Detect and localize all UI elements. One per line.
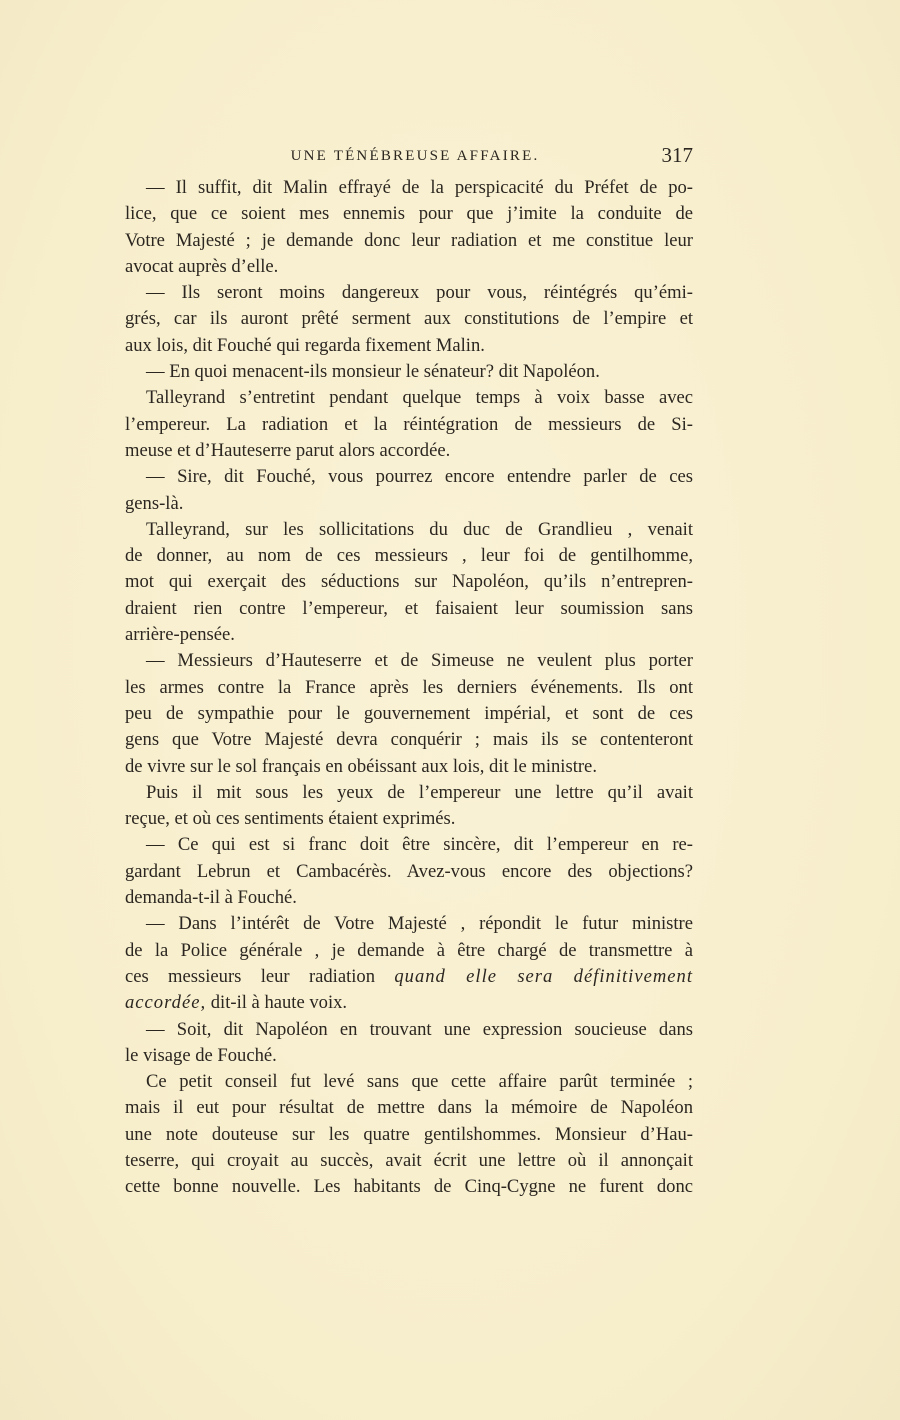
paragraph xyxy=(125,832,693,911)
text-line: grés, car ils auront prêté serment aux constitutions de l’empire et xyxy=(125,308,693,330)
text-line: de la Police générale , je demande à être chargé de transmettre à xyxy=(125,939,693,961)
text-line: aux lois, dit Fouché qui regarda fixement Malin. xyxy=(125,334,485,356)
paragraph xyxy=(125,464,693,517)
text-line: cette bonne nouvelle. Les habitants de Cinq-Cygne ne furent donc xyxy=(125,1176,693,1198)
text-line: — Messieurs d’Hauteserre et de Simeuse ne veulent plus porter xyxy=(146,650,693,672)
text-line xyxy=(125,990,693,1016)
text-line: gens que Votre Majesté devra conquérir ; mais ils se contenteront xyxy=(125,729,693,751)
text-line: de vivre sur le sol français en obéissant aux lois, dit le ministre. xyxy=(125,755,597,777)
text-line: peu de sympathie pour le gouvernement impérial, et sont de ces xyxy=(125,702,693,724)
paragraph xyxy=(125,780,693,833)
running-title: UNE TÉNÉBREUSE AFFAIRE. xyxy=(290,148,540,164)
text-line: Ce petit conseil fut levé sans que cette affaire parût terminée ; xyxy=(146,1071,693,1093)
paragraph xyxy=(125,385,693,464)
text-line: reçue, et où ces sentiments étaient exprimés. xyxy=(125,808,456,830)
italic-text: quand elle sera définitivement xyxy=(394,965,693,987)
page-number: 317 xyxy=(661,143,693,167)
text-line: arrière-pensée. xyxy=(125,624,235,646)
text-line: — En quoi menacent-ils monsieur le sénateur? dit Napoléon. xyxy=(146,361,600,383)
text-line: teserre, qui croyait au succès, avait écrit une lettre où il annonçait xyxy=(125,1149,693,1171)
text-line: — Ce qui est si franc doit être sincère, dit l’empereur en re- xyxy=(146,834,693,856)
text-line: mot qui exerçait des séductions sur Napoléon, qu’ils n’entrepren- xyxy=(125,571,693,593)
text-line: de donner, au nom de ces messieurs , leur foi de gentilhomme, xyxy=(125,545,693,567)
text-line: demanda-t-il à Fouché. xyxy=(125,887,297,909)
text-line: draient rien contre l’empereur, et faisaient leur soumission sans xyxy=(125,597,693,619)
paragraph xyxy=(125,175,693,280)
italic-text: accordée, xyxy=(125,992,207,1014)
text-span: dit-il à haute voix. xyxy=(206,992,348,1014)
text-line: — Il suffit, dit Malin effrayé de la perspicacité du Préfet de po- xyxy=(146,177,693,198)
text-line: Puis il mit sous les yeux de l’empereur une lettre qu’il avait xyxy=(146,781,693,803)
paragraph xyxy=(125,1069,693,1200)
page-body-text xyxy=(125,175,693,1201)
text-line: l’empereur. La radiation et la réintégration de messieurs de Si- xyxy=(125,413,693,435)
text-line: Talleyrand, sur les sollicitations du duc de Grandlieu , venait xyxy=(146,518,693,540)
paragraph xyxy=(125,280,693,359)
text-line: mais il eut pour résultat de mettre dans la mémoire de Napoléon xyxy=(125,1097,693,1119)
text-line: gardant Lebrun et Cambacérès. Avez-vous encore des objections? xyxy=(125,860,693,882)
text-line: — Dans l’intérêt de Votre Majesté , répondit le futur ministre xyxy=(146,913,693,935)
text-line: le visage de Fouché. xyxy=(125,1044,277,1066)
paragraph xyxy=(125,1017,693,1070)
text-line: Talleyrand s’entretint pendant quelque temps à voix basse avec xyxy=(146,387,693,409)
paragraph xyxy=(125,517,693,648)
text-line: meuse et d’Hauteserre parut alors accordée. xyxy=(125,439,451,461)
text-line: gens-là. xyxy=(125,492,184,514)
paragraph xyxy=(125,648,693,779)
text-line: avocat auprès d’elle. xyxy=(125,255,279,277)
paragraph xyxy=(125,359,693,385)
text-line: — Sire, dit Fouché, vous pourrez encore entendre parler de ces xyxy=(146,466,693,488)
text-line: lice, que ce soient mes ennemis pour que j’imite la conduite de xyxy=(125,203,693,225)
page-header xyxy=(125,143,693,169)
text-line xyxy=(125,964,693,990)
text-line: les armes contre la France après les derniers événements. Ils ont xyxy=(125,676,693,698)
text-line: — Soit, dit Napoléon en trouvant une expression soucieuse dans xyxy=(146,1018,693,1040)
text-span: ces messieurs leur radiation xyxy=(125,965,395,987)
text-line: Votre Majesté ; je demande donc leur radiation et me constitue leur xyxy=(125,229,693,251)
text-line: une note douteuse sur les quatre gentilshommes. Monsieur d’Hau- xyxy=(125,1123,693,1145)
text-line: — Ils seront moins dangereux pour vous, réintégrés qu’émi- xyxy=(146,282,693,304)
paragraph xyxy=(125,911,693,1016)
